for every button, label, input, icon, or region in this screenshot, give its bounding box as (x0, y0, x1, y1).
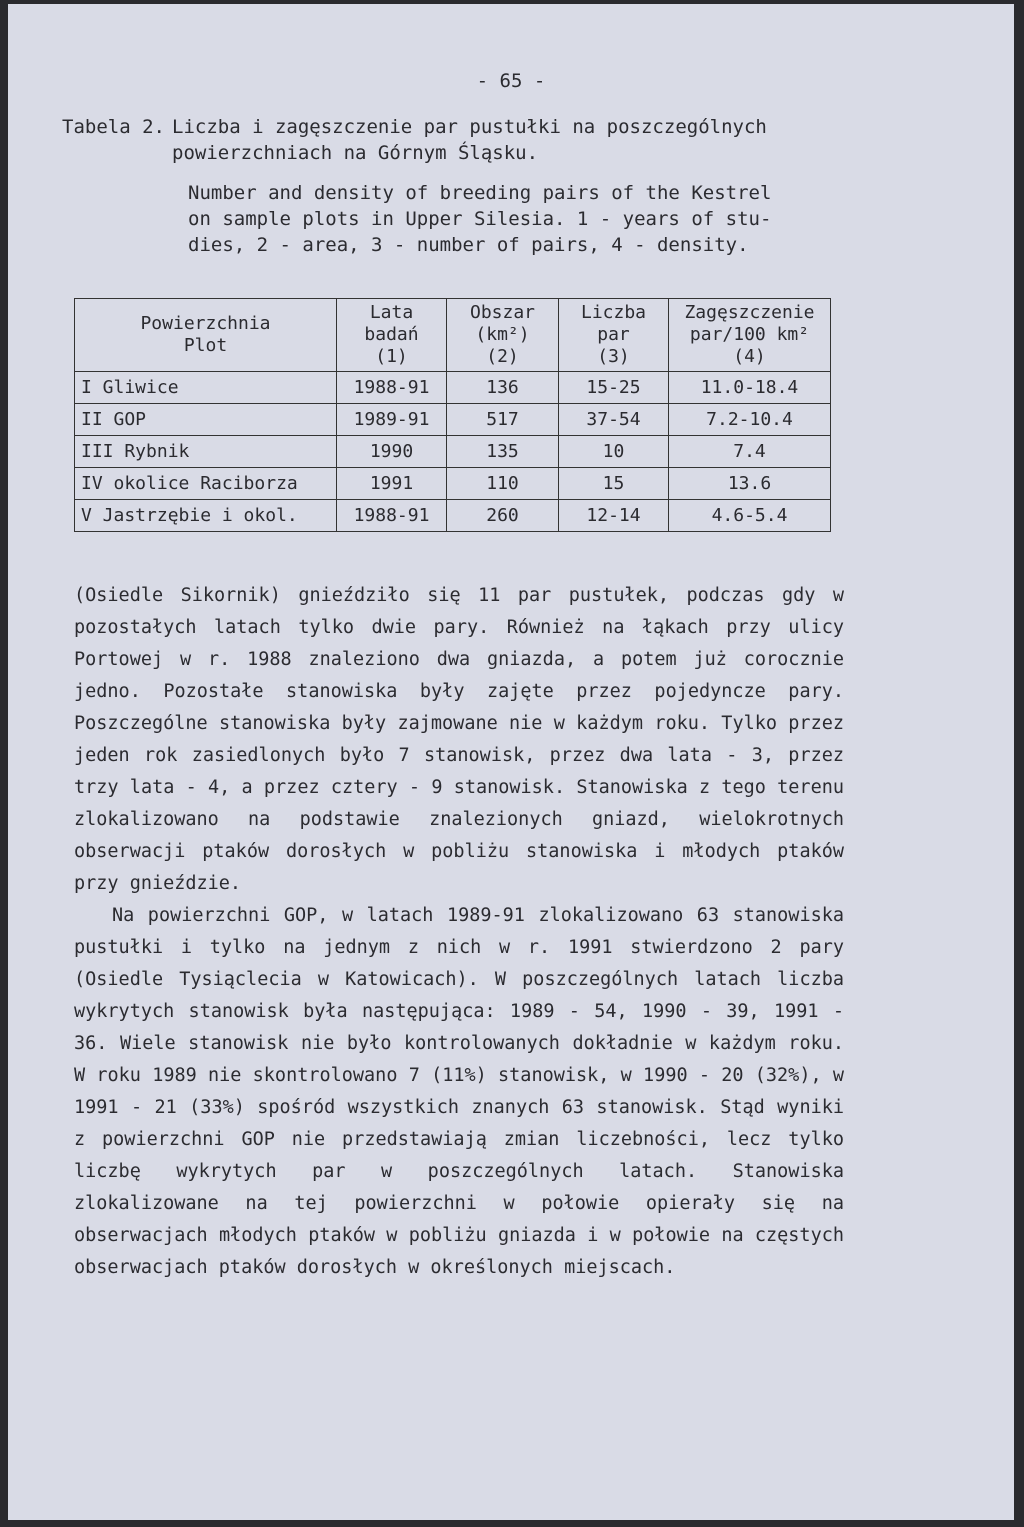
table-row: IV okolice Raciborza 1991 110 15 13.6 (75, 468, 831, 500)
table-row: II GOP 1989-91 517 37-54 7.2-10.4 (75, 404, 831, 436)
caption-en-line1: Number and density of breeding pairs of the Kestrel (188, 182, 772, 204)
table-caption-polish (62, 114, 862, 166)
paragraph-1: (Osiedle Sikornik) gnieździło się 11 par pustułek, podczas gdy w pozostałych latach tylko dwie pary. Również na łąkach przy ulicy Portowej w r. 1988 znaleziono dwa gniazda, a potem już corocznie jedno. Pozostałe stanowiska były zajęte przez pojedyncze pary. Poszczególne stanowiska były zajmowane nie w każdym roku. Tylko przez jeden rok zasiedlonych było 7 stanowisk, przez dwa lata - 3, przez trzy lata - 4, a przez cztery - 9 stanowisk. Stanowiska z tego terenu zlokalizowano na podstawie znalezionych gniazd, wielokrotnych obserwacji ptaków dorosłych w pobliżu stanowiska i młodych ptaków przy gnieździe. (74, 585, 844, 894)
page-number: - 65 - (476, 70, 546, 92)
header-plot: Powierzchnia Plot (75, 299, 337, 372)
table-row: V Jastrzębie i okol. 1988-91 260 12-14 4.6-5.4 (75, 500, 831, 532)
caption-pl-line1: Liczba i zagęszczenie par pustułki na poszczególnych (172, 116, 767, 138)
body-text (74, 580, 844, 1284)
header-years: Lata badań (1) (337, 299, 447, 372)
table-header-row (75, 299, 831, 372)
header-pairs: Liczba par (3) (559, 299, 669, 372)
caption-pl-line2: powierzchniach na Górnym Śląsku. (172, 142, 539, 164)
paragraph-2: Na powierzchni GOP, w latach 1989-91 zlokalizowano 63 stanowiska pustułki i tylko na jednym z nich w r. 1991 stwierdzono 2 pary (Osiedle Tysiąclecia w Katowicach). W poszczególnych latach liczba wykrytych stanowisk była następująca: 1989 - 54, 1990 - 39, 1991 - 36. Wiele stanowisk nie było kontrolowanych dokładnie w każdym roku. W roku 1989 nie skontrolowano 7 (11%) stanowisk, w 1990 - 20 (32%), w 1991 - 21 (33%) spośród wszystkich znanych 63 stanowisk. Stąd wyniki z powierzchni GOP nie przedstawiają zmian liczebności, lecz tylko liczbę wykrytych par w poszczególnych latach. Stanowiska zlokalizowane na tej powierzchni w połowie opierały się na obserwacjach młodych ptaków w pobliżu gniazda i w połowie na częstych obserwacjach ptaków dorosłych w określonych miejscach. (74, 905, 844, 1278)
caption-en-line2: on sample plots in Upper Silesia. 1 - years of stu- (188, 208, 772, 230)
kestrel-density-table (74, 298, 831, 532)
table-caption-english (188, 180, 838, 258)
table-label: Tabela 2. (62, 116, 165, 138)
table-row: III Rybnik 1990 135 10 7.4 (75, 436, 831, 468)
header-density: Zagęszczenie par/100 km² (4) (669, 299, 831, 372)
table-row: I Gliwice 1988-91 136 15-25 11.0-18.4 (75, 372, 831, 404)
caption-en-line3: dies, 2 - area, 3 - number of pairs, 4 - density. (188, 234, 749, 256)
document-page (8, 4, 1014, 1520)
header-area: Obszar (km²) (2) (447, 299, 559, 372)
